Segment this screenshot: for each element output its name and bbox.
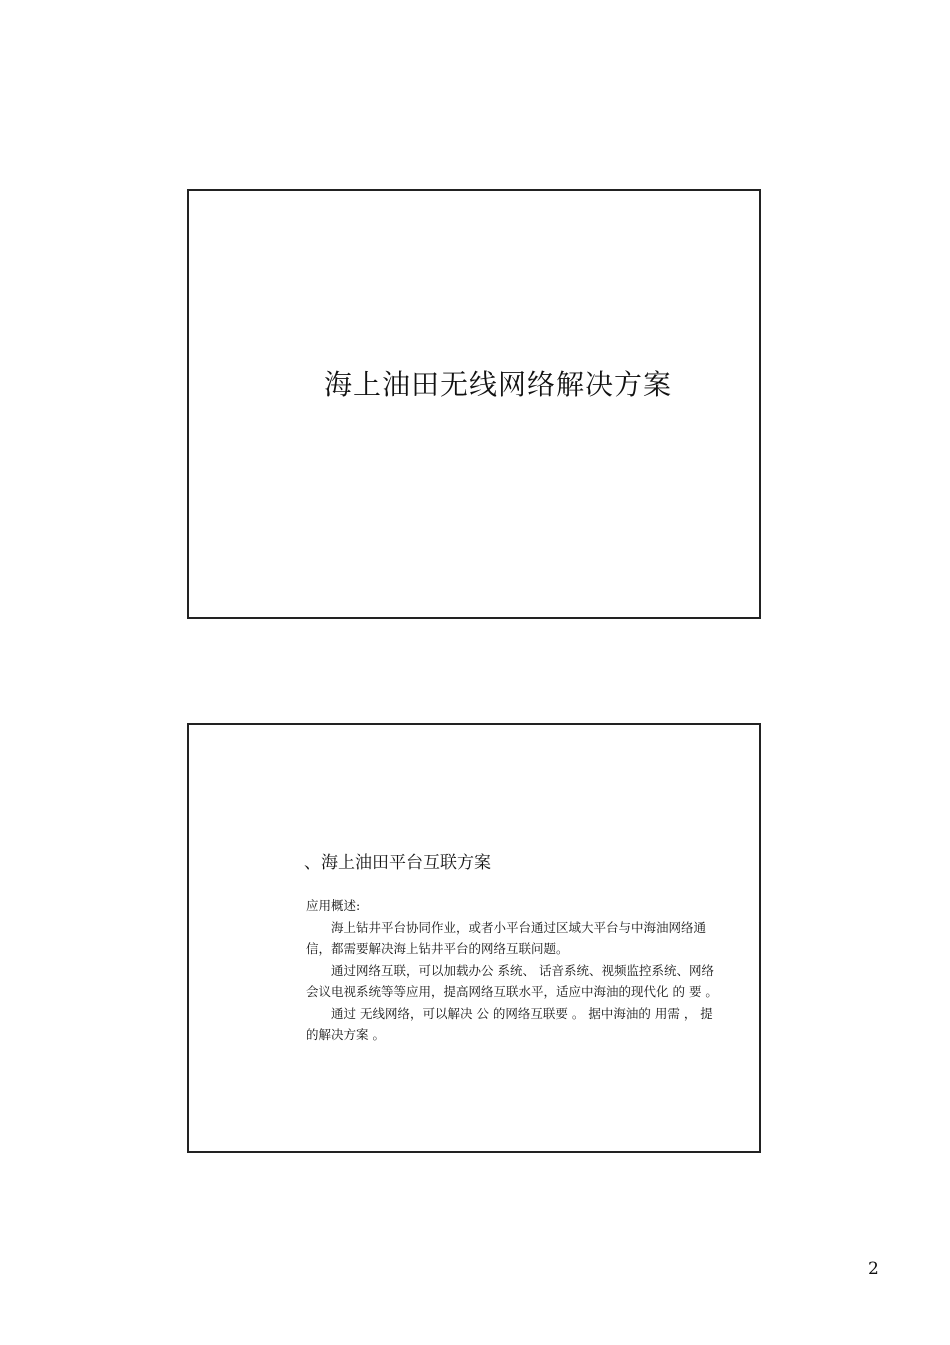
- title-slide: [187, 189, 761, 619]
- page-number: 2: [868, 1259, 879, 1279]
- section-heading: 、海上油田平台互联方案: [304, 853, 491, 873]
- slide-body: [306, 895, 724, 1046]
- intro-label: 应用概述:: [306, 898, 361, 913]
- paragraph: 通过 无线网络，可以解决 公 的网络互联要 。 据中海油的 用需 ， 提 的解决方案 。: [306, 1005, 713, 1042]
- slide-title: 海上油田无线网络解决方案: [324, 368, 673, 401]
- content-slide: [187, 723, 761, 1153]
- paragraph: 海上钻井平台协同作业，或者小平台通过区域大平台与中海油网络通信，都需要解决海上钻井平台的网络互联问题。: [306, 919, 707, 956]
- paragraph: 通过网络互联，可以加载办公 系统、 话音系统、视频监控系统、网络会议电视系统等等应用，提高网络互联水平，适应中海油的现代化 的 要 。: [306, 962, 718, 999]
